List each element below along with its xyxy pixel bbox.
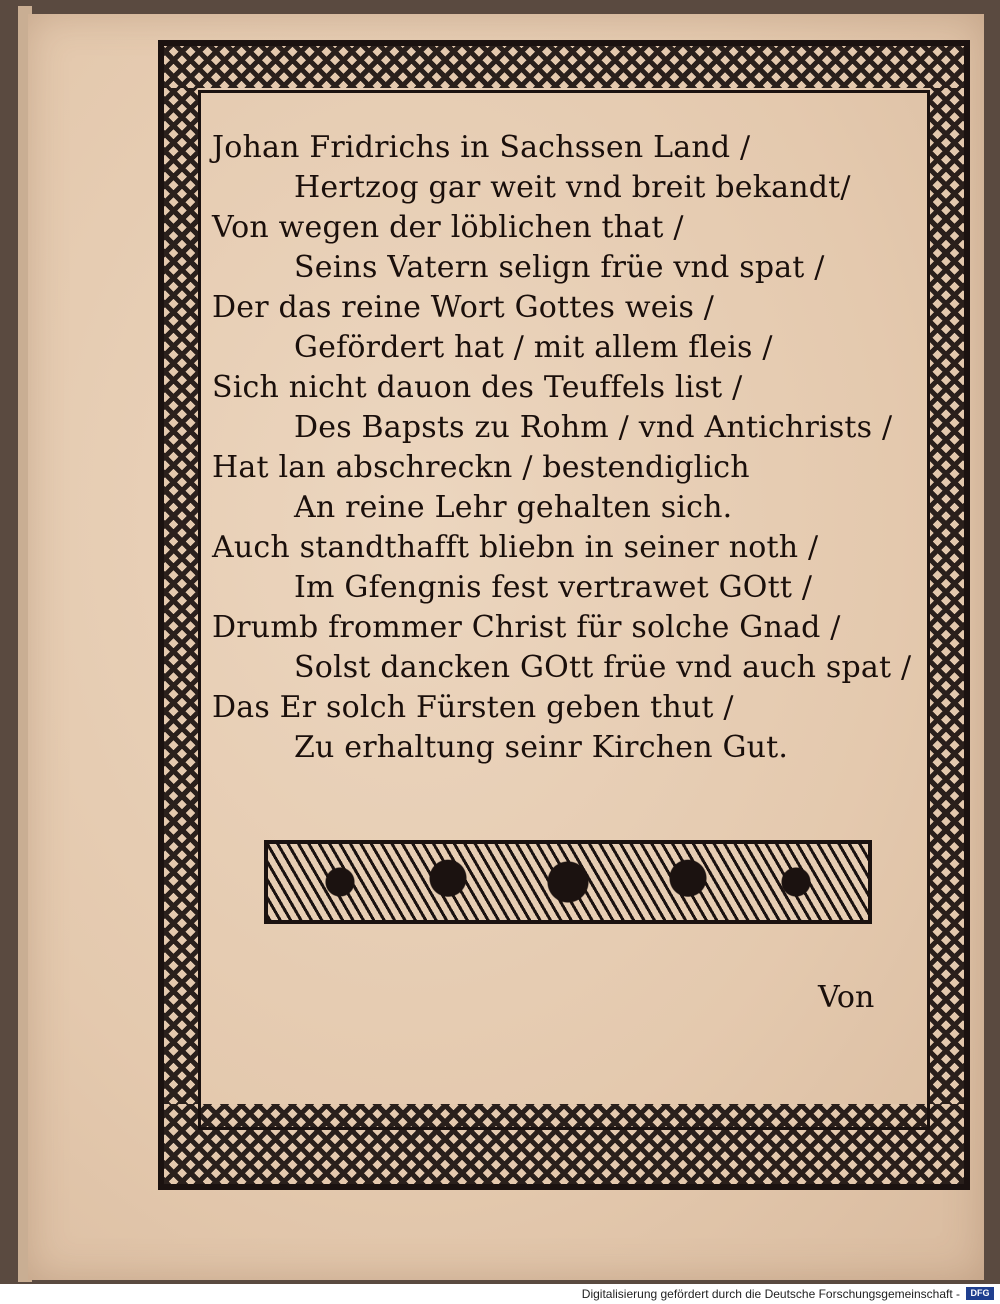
verse-line: Hat lan abschreckn / bestendiglich [212,450,750,485]
verse-line: Zu erhaltung seinr Kirchen Gut. [294,730,789,765]
verse-line: Gefördert hat / mit allem fleis / [294,330,773,365]
verse-line: Seins Vatern selign früe vnd spat / [294,250,825,285]
verse-line: Drumb frommer Christ für solche Gnad / [212,610,841,645]
verse-line: Im Gfengnis fest vertrawet GOtt / [294,570,813,605]
verse-line: Von wegen der löblichen that / [212,210,684,245]
ornamental-woodcut-panel [264,840,872,924]
footer-credit-text: Digitalisierung gefördert durch die Deutsche Forschungsgemeinschaft - [581,1287,960,1301]
verse-line: Auch standthafft bliebn in seiner noth / [212,530,819,565]
verse-line: Das Er solch Fürsten geben thut / [212,690,734,725]
catchword: Von [818,980,875,1015]
verse-line: Hertzog gar weit vnd breit bekandt/ [294,170,851,205]
poem-text [212,128,932,768]
verse-line: Der das reine Wort Gottes weis / [212,290,715,325]
verse-line: Johan Fridrichs in Sachssen Land / [212,130,751,165]
dfg-logo: DFG [966,1287,994,1300]
verse-line: An reine Lehr gehalten sich. [294,490,733,525]
verse-line: Sich nicht dauon des Teuffels list / [212,370,743,405]
verse-line: Des Bapsts zu Rohm / vnd Antichrists / [294,410,893,445]
verse-line: Solst dancken GOtt früe vnd auch spat / [294,650,912,685]
footer-credit-bar [0,1284,1000,1304]
